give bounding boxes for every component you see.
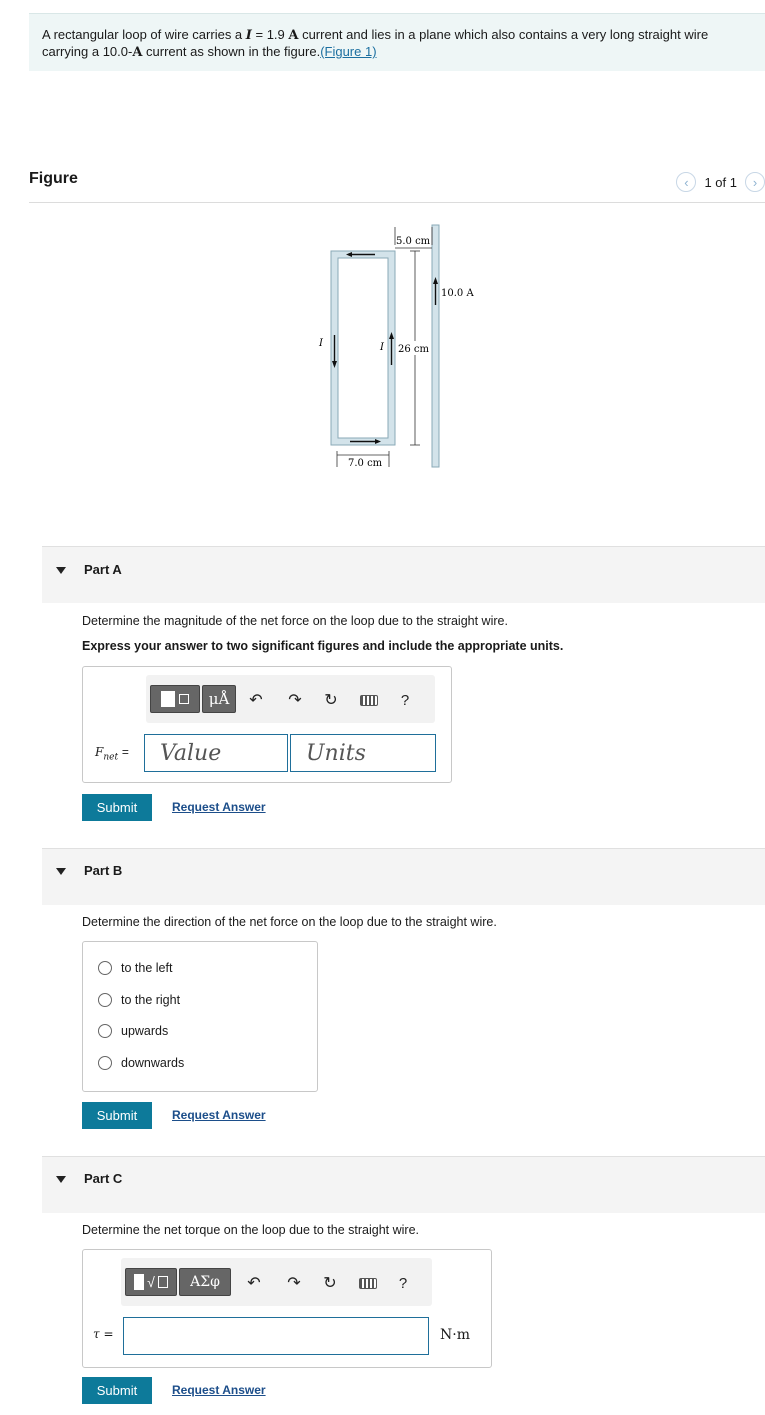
part-b-request-answer-link[interactable]: Request Answer [172,1108,266,1122]
part-a-request-answer-link[interactable]: Request Answer [172,800,266,814]
part-b-header[interactable] [42,848,765,905]
option-label: to the left [121,961,173,975]
part-b-submit-button[interactable]: Submit [82,1102,152,1129]
redo-icon[interactable]: ↷ [287,1275,301,1292]
divider [29,202,765,203]
template-button[interactable] [125,1268,177,1296]
label-height: 26 cm [398,344,429,355]
torque-unit: N·m [440,1327,470,1343]
fnet-symbol: F [95,745,104,759]
intro-text-4: current as shown in the figure. [142,44,321,59]
option-label: upwards [121,1024,169,1038]
chevron-left-icon: ‹ [684,174,689,190]
label-width: 7.0 cm [348,458,383,469]
collapse-arrow-icon[interactable] [56,567,66,574]
torque-input[interactable] [123,1317,429,1355]
part-a-label: Part A [84,562,122,577]
straight-wire [432,225,439,467]
figure-title: Figure [29,170,78,187]
fnet-label [95,745,129,762]
part-a-header[interactable] [42,546,765,603]
fraction-template-icon [161,691,189,707]
collapse-arrow-icon[interactable] [56,1176,66,1183]
value-input[interactable]: Value [144,734,288,772]
prev-figure-button[interactable] [676,172,696,192]
part-a-question: Determine the magnitude of the net force on the loop due to the straight wire. [82,614,508,628]
intro-text-3: carrying a 10.0- [42,44,133,59]
pager-text: 1 of 1 [704,174,737,190]
label-current-left: I [319,338,323,349]
part-b-question: Determine the direction of the net force on the loop due to the straight wire. [82,915,497,929]
units-button[interactable]: μÅ [202,685,236,713]
redo-icon[interactable]: ↷ [288,692,302,709]
figure-link[interactable]: (Figure 1) [320,44,377,59]
intro-unit: A [288,28,299,43]
part-a-submit-button[interactable]: Submit [82,794,152,821]
math-toolbar [121,1258,432,1306]
part-c-header[interactable] [42,1156,765,1213]
reset-icon[interactable]: ↻ [324,692,338,709]
help-icon[interactable]: ? [400,691,410,709]
part-a-answer-box [82,666,452,783]
fnet-subscript: net [103,752,119,763]
option-label: to the right [121,993,181,1007]
problem-statement [29,13,765,71]
var-i: I [245,28,252,43]
collapse-arrow-icon[interactable] [56,868,66,875]
chevron-right-icon: › [752,174,758,190]
radio-button[interactable] [98,961,112,975]
label-current-right: I [380,342,384,353]
sqrt-template-icon: √ [134,1274,168,1290]
keyboard-icon[interactable] [357,1272,379,1294]
math-toolbar [146,675,435,723]
radio-button[interactable] [98,993,112,1007]
fnet-equals: = [121,745,129,759]
option-upwards[interactable] [98,1024,168,1038]
intro-unit-2: A [132,45,143,60]
units-input[interactable]: Units [290,734,436,772]
template-button[interactable] [150,685,200,713]
option-downwards[interactable] [98,1056,184,1070]
part-c-submit-button[interactable]: Submit [82,1377,152,1404]
radio-button[interactable] [98,1056,112,1070]
reset-icon[interactable]: ↻ [323,1275,337,1292]
part-c-label: Part C [84,1171,123,1186]
keyboard-icon[interactable] [358,689,380,711]
torque-label: τ = [93,1327,114,1341]
help-icon[interactable]: ? [398,1274,408,1292]
label-wire-current: 10.0 A [441,288,474,299]
figure-pager [676,172,765,192]
undo-icon[interactable]: ↶ [247,1275,261,1292]
option-left[interactable] [98,961,172,975]
part-b-label: Part B [84,863,123,878]
intro-text-2: current and lies in a plane which also contains a very long straight wire [298,27,709,42]
intro-value: = 1.9 [251,27,289,42]
next-figure-button[interactable] [745,172,765,192]
greek-button[interactable]: ΑΣφ [179,1268,231,1296]
radio-button[interactable] [98,1024,112,1038]
intro-text: A rectangular loop of wire carries a [42,27,246,42]
undo-icon[interactable]: ↶ [249,692,263,709]
option-label: downwards [121,1056,185,1070]
label-gap: 5.0 cm [396,236,431,247]
part-c-request-answer-link[interactable]: Request Answer [172,1383,266,1397]
part-a-instruction: Express your answer to two significant figures and include the appropriate units. [82,639,564,653]
part-c-question: Determine the net torque on the loop due to the straight wire. [82,1223,420,1237]
part-c-answer-box [82,1249,492,1368]
loop-and-wire-figure [300,215,500,475]
option-right[interactable] [98,993,180,1007]
